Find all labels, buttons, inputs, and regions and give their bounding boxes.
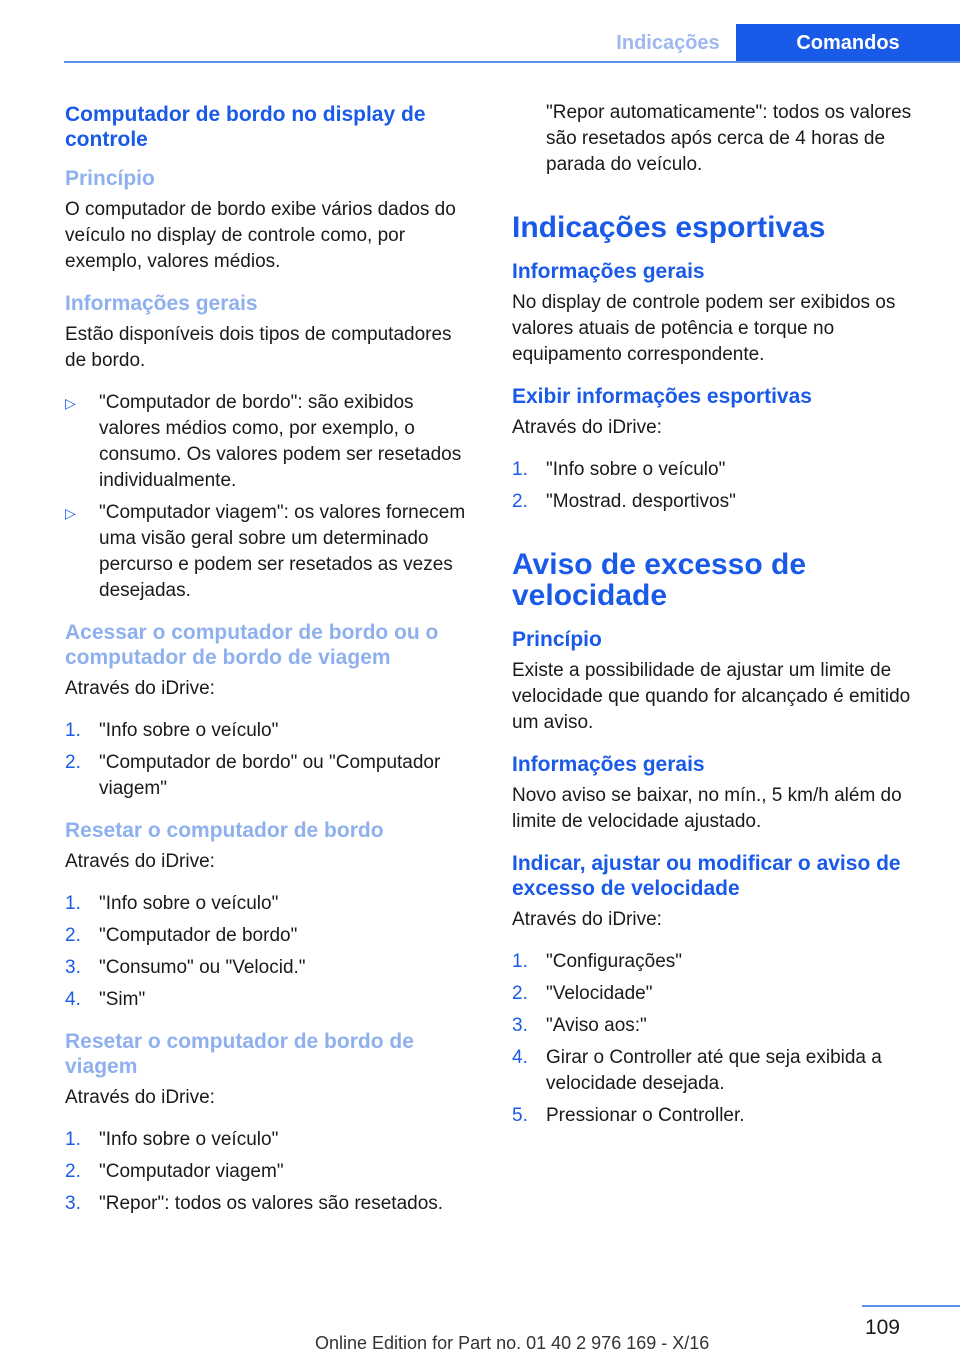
list-item: 1. "Info sobre o veículo" [65, 720, 279, 741]
numbered-list [512, 457, 932, 515]
paragraph: Existe a possibilidade de ajustar um limite de velocidade que quando for alcançado é emitido um aviso. [512, 660, 911, 733]
subsection-heading: Acessar o computador de bordo ou o computador de bordo de viagem [65, 621, 439, 669]
subsection-heading: Informações gerais [512, 260, 705, 283]
paragraph: O computador de bordo exibe vários dados do veículo no display de controle como, por exemplo, valores médios. [65, 199, 456, 272]
list-item: ▷ "Computador viagem": os valores fornecem uma visão geral sobre um determinado percurso e podem ser resetados as vezes desejadas. [65, 502, 466, 601]
list-item: 1. "Info sobre o veículo" [65, 893, 279, 914]
chapter-heading: Aviso de excesso de velocidade [512, 548, 807, 612]
subsection-heading: Informações gerais [65, 292, 258, 315]
list-item: 3. "Repor": todos os valores são resetados. [65, 1193, 444, 1214]
paragraph: Através do iDrive: [65, 678, 215, 699]
list-item: 1. "Info sobre o veículo" [512, 459, 726, 480]
numbered-list [512, 949, 932, 1129]
subsection-heading: Indicar, ajustar ou modificar o aviso de excesso de velocidade [512, 852, 901, 900]
paragraph: Através do iDrive: [512, 909, 662, 930]
list-item: 2. "Velocidade" [512, 983, 653, 1004]
bullet-list [65, 390, 475, 604]
list-item: 4. Girar o Controller até que seja exibida a velocidade desejada. [512, 1047, 882, 1094]
list-item: 2. "Mostrad. desportivos" [512, 491, 736, 512]
list-item: ▷ "Computador de bordo": são exibidos valores médios como, por exemplo, o consumo. Os valores podem ser resetados individualmente. [65, 392, 462, 491]
subsection-heading: Informações gerais [512, 753, 705, 776]
list-item: 5. Pressionar o Controller. [512, 1105, 745, 1126]
numbered-list [65, 1127, 475, 1217]
list-item: 1. "Configurações" [512, 951, 683, 972]
paragraph: Novo aviso se baixar, no mín., 5 km/h além do limite de velocidade ajustado. [512, 785, 902, 832]
list-item: 4. "Sim" [65, 989, 146, 1010]
right-column [512, 100, 932, 1145]
section-heading: Computador de bordo no display de controle [65, 103, 426, 151]
footer-edition: Online Edition for Part no. 01 40 2 976 169 - X/16 [315, 1333, 710, 1353]
list-item: 2. "Computador de bordo" ou "Computador viagem" [65, 752, 441, 799]
paragraph: Através do iDrive: [65, 1087, 215, 1108]
numbered-list [65, 891, 475, 1013]
paragraph: Através do iDrive: [65, 851, 215, 872]
paragraph: Estão disponíveis dois tipos de computadores de bordo. [65, 324, 452, 371]
list-item: 2. "Computador viagem" [65, 1161, 284, 1182]
numbered-list [65, 718, 475, 802]
list-item: 1. "Info sobre o veículo" [65, 1129, 279, 1150]
subsection-heading: Princípio [65, 167, 155, 190]
subsection-heading: Resetar o computador de bordo de viagem [65, 1030, 414, 1078]
paragraph: Através do iDrive: [512, 417, 662, 438]
left-column [65, 102, 475, 1233]
chapter-heading: Indicações esportivas [512, 211, 826, 244]
list-item-continuation: "Repor automaticamente": todos os valores são resetados após cerca de 4 horas de parada do veículo. [546, 102, 912, 175]
header-tab-comandos[interactable]: Comandos [736, 24, 960, 63]
subsection-heading: Princípio [512, 628, 602, 651]
footer-rule [862, 1305, 960, 1307]
triangle-bullet-icon: ▷ [65, 395, 76, 411]
list-item: 3. "Consumo" ou "Velocid." [65, 957, 306, 978]
subsection-heading: Exibir informações esportivas [512, 385, 812, 408]
header-rule [64, 61, 960, 63]
list-item: 2. "Computador de bordo" [65, 925, 298, 946]
subsection-heading: Resetar o computador de bordo [65, 819, 384, 842]
header-tab-indicacoes[interactable]: Indicações [616, 32, 720, 54]
list-item: 3. "Aviso aos:" [512, 1015, 647, 1036]
triangle-bullet-icon: ▷ [65, 505, 76, 521]
paragraph: No display de controle podem ser exibidos os valores atuais de potência e torque no equipamento correspondente. [512, 292, 896, 365]
page-number: 109 [864, 1316, 900, 1339]
